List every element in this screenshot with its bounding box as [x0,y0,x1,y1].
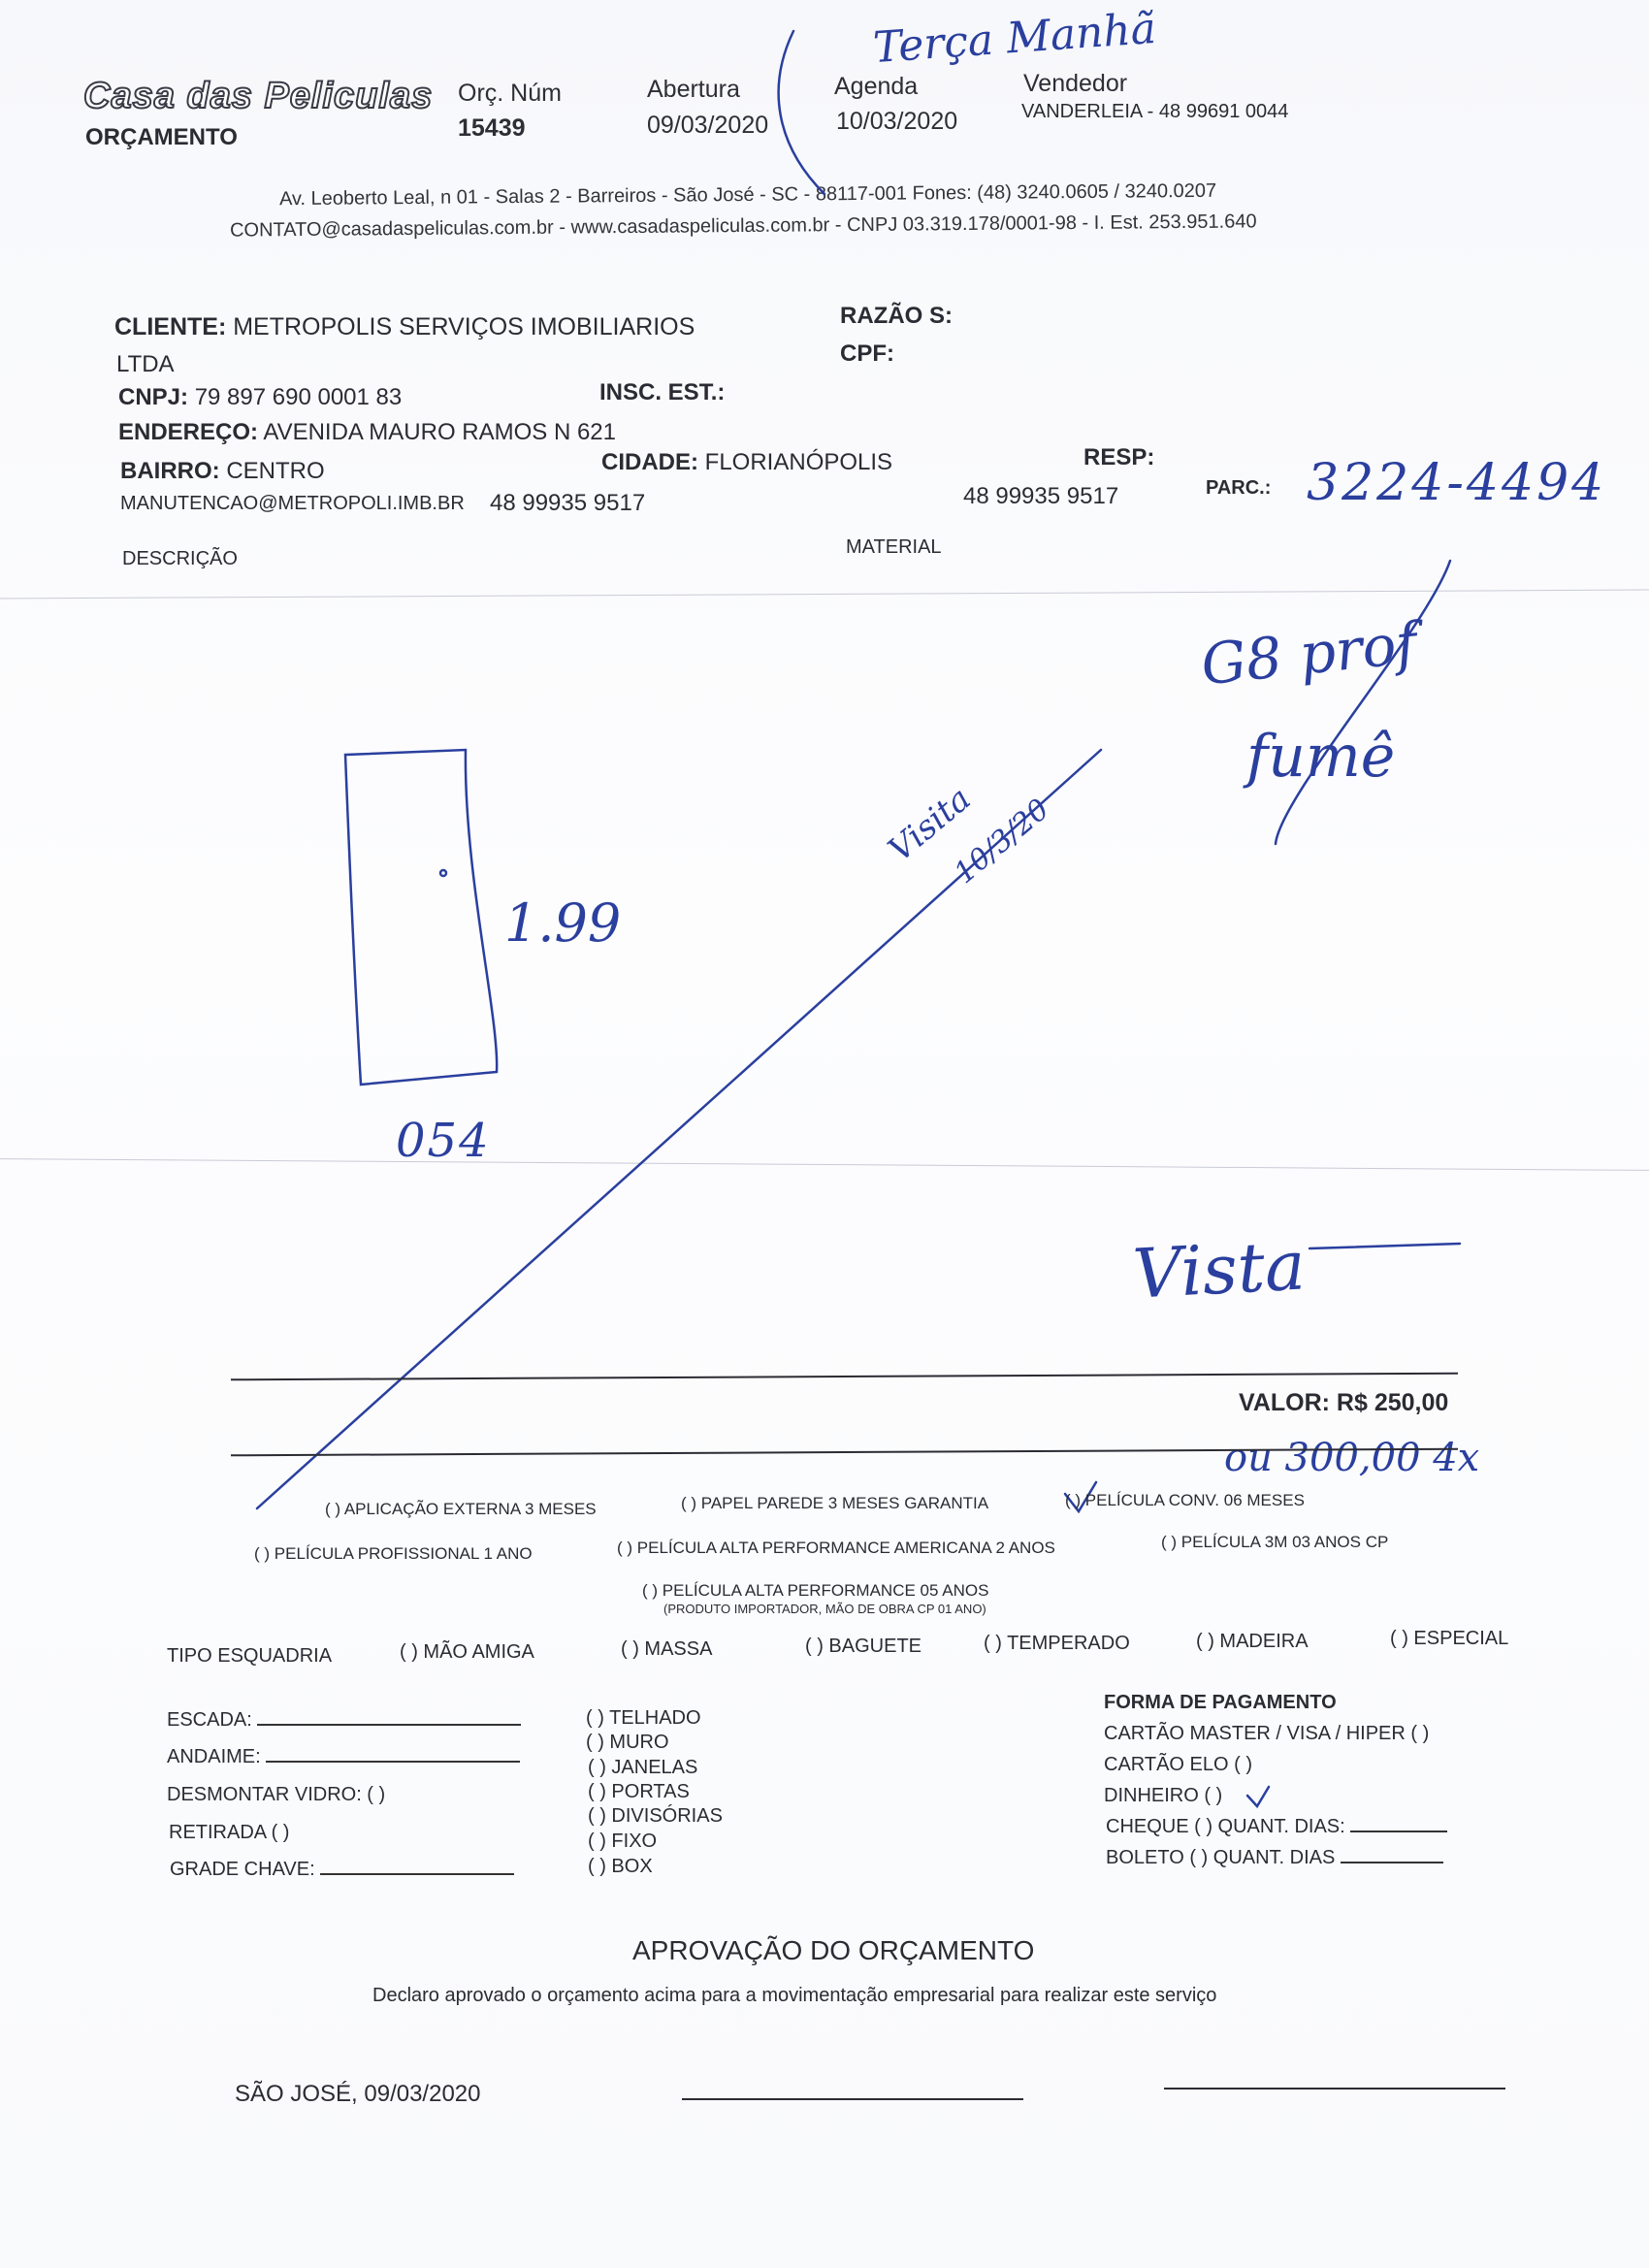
hand-code: 054 [396,1114,491,1168]
pagamento-title: FORMA DE PAGAMENTO [1104,1692,1337,1713]
pag-cartao-elo[interactable]: CARTÃO ELO ( ) [1104,1754,1252,1775]
agenda-value: 10/03/2020 [836,108,958,135]
bairro-value: CENTRO [226,458,325,484]
hand-alt-value: ou 300,00 4x [1224,1436,1480,1480]
esquadria-temperado[interactable]: ( ) TEMPERADO [984,1633,1130,1654]
vendedor-label: Vendedor [1023,70,1128,97]
pag-dinheiro[interactable]: DINHEIRO ( ) [1104,1785,1223,1806]
window-knob [440,870,446,876]
cliente-value-cont: LTDA [116,351,175,377]
insc-est-label: INSC. EST.: [599,379,726,405]
material-label: MATERIAL [846,536,942,558]
bairro-label: BAIRRO: [120,458,220,484]
visita-underline [1310,1244,1460,1248]
opt-pelicula-profissional[interactable]: ( ) PELÍCULA PROFISSIONAL 1 ANO [254,1544,533,1563]
escada-field[interactable] [257,1724,521,1726]
opt-muro[interactable]: ( ) MURO [586,1732,669,1753]
cheque-dias-field[interactable] [1350,1831,1447,1832]
descricao-label: DESCRIÇÃO [122,548,238,569]
esquadria-especial[interactable]: ( ) ESPECIAL [1390,1628,1509,1649]
cnpj-label: CNPJ: [118,384,189,410]
hand-parc-phone: 3224-4494 [1307,454,1607,512]
pag-cheque[interactable]: CHEQUE ( ) QUANT. DIAS: [1106,1816,1345,1837]
material-ink-stroke [1276,561,1450,844]
company-address: Av. Leoberto Leal, n 01 - Salas 2 - Barreiros - São José - SC - 88117-001 Fones: (48) 3240.0605 / 3240.0207 [278,179,1217,211]
doc-type-title: ORÇAMENTO [85,124,238,150]
aprovacao-text: Declaro aprovado o orçamento acima para a movimentação empresarial para realizar este serviço [372,1985,1217,2006]
esquadria-label: TIPO ESQUADRIA [167,1645,333,1667]
opt-fixo[interactable]: ( ) FIXO [588,1831,658,1852]
hand-visit-date: 10/3/20 [948,792,1056,891]
parc-label: PARC.: [1206,477,1272,499]
resp-label: RESP: [1083,444,1155,470]
cliente-value: METROPOLIS SERVIÇOS IMOBILIARIOS [233,313,695,340]
esquadria-massa[interactable]: ( ) MASSA [621,1638,713,1660]
client-phone-2: 48 99935 9517 [963,483,1119,509]
abertura-label: Abertura [647,76,740,103]
retirada[interactable]: RETIRADA ( ) [169,1822,290,1843]
opt-pelicula-alta-05[interactable]: ( ) PELÍCULA ALTA PERFORMANCE 05 ANOS [642,1581,989,1600]
opt-box[interactable]: ( ) BOX [588,1856,653,1877]
hand-dimension: 1.99 [504,892,622,954]
cnpj-value: 79 897 690 0001 83 [194,384,403,410]
orc-num-value: 15439 [458,114,526,142]
hand-material-note-2: fumê [1246,723,1396,791]
andaime-label: ANDAIME: [167,1746,261,1767]
endereco-value: AVENIDA MAURO RAMOS N 621 [263,419,617,445]
opt-portas[interactable]: ( ) PORTAS [588,1781,690,1802]
hand-vistoria: Vista [1130,1225,1308,1314]
vendedor-value: VANDERLEIA - 48 99691 0044 [1021,101,1289,122]
company-contact: CONTATO@casadaspeliculas.com.br - www.casadaspeliculas.com.br - CNPJ 03.319.178/0001-98 - I. Est. 253.951.640 [229,211,1257,242]
cliente-label: CLIENTE: [114,313,227,340]
escada-label: ESCADA: [167,1709,252,1731]
cidade-label: CIDADE: [601,449,698,475]
opt-pelicula-alta-05-note: (PRODUTO IMPORTADOR, MÃO DE OBRA CP 01 ANO) [663,1602,986,1616]
signature-line-2[interactable] [1164,2088,1505,2090]
pag-boleto-row [1106,1847,1443,1869]
agenda-label: Agenda [834,73,919,100]
esquadria-baguete[interactable]: ( ) BAGUETE [805,1636,922,1657]
orc-num-label: Orç. Núm [458,80,562,107]
cpf-label: CPF: [840,340,894,367]
boleto-dias-field[interactable] [1341,1862,1443,1863]
opt-divisorias[interactable]: ( ) DIVISÓRIAS [588,1805,723,1827]
grade-chave-row [170,1859,514,1881]
grade-chave-field[interactable] [320,1873,514,1875]
abertura-value: 09/03/2020 [647,112,769,139]
aprovacao-title: APROVAÇÃO DO ORÇAMENTO [632,1935,1035,1965]
company-logo: Casa das Peliculas [83,76,434,116]
dinheiro-check [1247,1787,1269,1806]
grade-chave-label: GRADE CHAVE: [170,1859,315,1880]
opt-telhado[interactable]: ( ) TELHADO [586,1707,701,1729]
opt-aplicacao-externa[interactable]: ( ) APLICAÇÃO EXTERNA 3 MESES [325,1500,597,1518]
valor-total: VALOR: R$ 250,00 [1239,1389,1449,1416]
window-sketch [345,750,497,1085]
escada-row [167,1709,521,1732]
signature-line-1[interactable] [682,2098,1023,2100]
opt-pelicula-alta-americana[interactable]: ( ) PELÍCULA ALTA PERFORMANCE AMERICANA 2 ANOS [617,1539,1055,1557]
esquadria-madeira[interactable]: ( ) MADEIRA [1196,1631,1309,1652]
pag-cartao-master[interactable]: CARTÃO MASTER / VISA / HIPER ( ) [1104,1723,1430,1744]
hand-material-note-1: G8 prof [1198,609,1420,698]
razao-label: RAZÃO S: [840,303,953,329]
ink-bracket [779,31,824,194]
opt-pelicula-3m[interactable]: ( ) PELÍCULA 3M 03 ANOS CP [1161,1533,1389,1551]
andaime-field[interactable] [266,1761,520,1763]
esquadria-mao-amiga[interactable]: ( ) MÃO AMIGA [400,1641,534,1663]
opt-janelas[interactable]: ( ) JANELAS [588,1757,698,1778]
client-phone-1: 48 99935 9517 [490,490,646,516]
hand-visit-note: Visita [881,779,979,870]
cidade-value: FLORIANÓPOLIS [704,449,893,475]
endereco-label: ENDEREÇO: [118,419,259,445]
opt-pelicula-conv[interactable]: ( ) PELÍCULA CONV. 06 MESES [1065,1491,1305,1509]
pag-boleto[interactable]: BOLETO ( ) QUANT. DIAS [1106,1847,1336,1868]
desmontar-vidro[interactable]: DESMONTAR VIDRO: ( ) [167,1784,386,1805]
aprovacao-place-date: SÃO JOSÉ, 09/03/2020 [235,2081,481,2107]
hand-top-note: Terça Manhã [871,3,1158,74]
client-email: MANUTENCAO@METROPOLI.IMB.BR [120,493,465,514]
andaime-row [167,1746,520,1768]
pag-cheque-row [1106,1816,1447,1838]
opt-papel-parede[interactable]: ( ) PAPEL PAREDE 3 MESES GARANTIA [681,1494,989,1512]
